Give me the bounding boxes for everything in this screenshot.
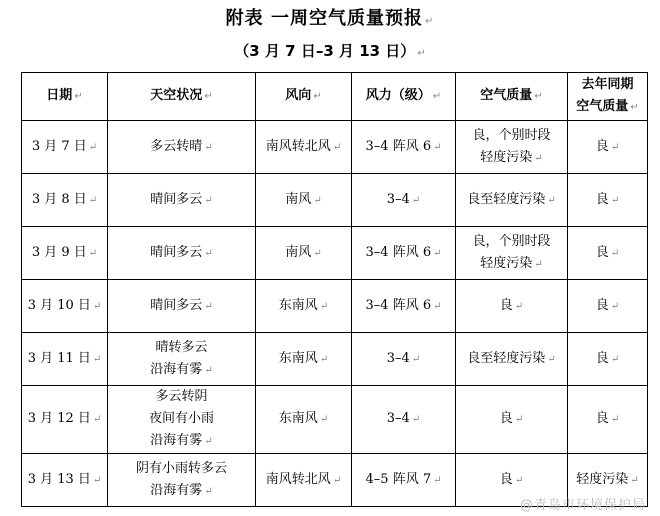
paragraph-mark-icon: ↵: [610, 247, 620, 259]
header-date: 日期 ↵: [22, 73, 108, 121]
paragraph-mark-icon: ↵: [630, 474, 639, 486]
paragraph-mark-icon: ↵: [432, 91, 442, 102]
document-title: 附表 一周空气质量预报 ↵: [225, 8, 435, 29]
paragraph-mark-icon: ↵: [92, 353, 102, 365]
air-quality-cell: 良，个别时段 轻度污染 ↵: [456, 227, 568, 280]
last-year-cell: 良 ↵: [568, 227, 648, 280]
date-cell: 3 月 8 日 ↵: [22, 174, 108, 227]
header-last-year: 去年同期 空气质量 ↵: [568, 73, 648, 121]
header-sky: 天空状况 ↵: [108, 73, 256, 121]
date-cell: 3 月 7 日 ↵: [22, 121, 108, 174]
paragraph-mark-icon: ↵: [433, 141, 442, 153]
date-cell: 3 月 9 日 ↵: [22, 227, 108, 280]
header-air-quality: 空气质量 ↵: [456, 73, 568, 121]
document-subtitle: （3 月 7 日–3 月 13 日） ↵: [234, 42, 426, 60]
paragraph-mark-icon: ↵: [88, 247, 98, 259]
sky-cell: 阴有小雨转多云 沿海有雾 ↵: [108, 454, 256, 507]
paragraph-mark-icon: ↵: [313, 194, 322, 206]
wind-force-cell: 3–4 阵风 6 ↵: [352, 280, 456, 333]
wind-direction-cell: 南风转北风 ↵: [256, 121, 352, 174]
paragraph-mark-icon: ↵: [433, 474, 442, 486]
last-year-cell: 良 ↵: [568, 174, 648, 227]
wind-direction-cell: 南风 ↵: [256, 174, 352, 227]
paragraph-mark-icon: ↵: [424, 16, 435, 27]
air-quality-cell: 良 ↵: [456, 454, 568, 507]
table-row: [22, 386, 648, 454]
paragraph-mark-icon: ↵: [88, 194, 98, 206]
paragraph-mark-icon: ↵: [534, 152, 543, 164]
paragraph-mark-icon: ↵: [92, 414, 102, 425]
paragraph-mark-icon: ↵: [514, 414, 524, 425]
paragraph-mark-icon: ↵: [92, 300, 102, 312]
wind-force-cell: 3–4 ↵: [352, 386, 456, 454]
paragraph-mark-icon: ↵: [204, 485, 213, 497]
paragraph-mark-icon: ↵: [411, 414, 421, 425]
paragraph-mark-icon: ↵: [547, 194, 556, 206]
header-row: [22, 73, 648, 121]
paragraph-mark-icon: ↵: [204, 194, 213, 206]
sky-cell: 晴间多云 ↵: [108, 280, 256, 333]
date-cell: 3 月 12 日 ↵: [22, 386, 108, 454]
paragraph-mark-icon: ↵: [610, 353, 620, 365]
paragraph-mark-icon: ↵: [610, 414, 620, 425]
wind-direction-cell: 南风 ↵: [256, 227, 352, 280]
date-cell: 3 月 11 日 ↵: [22, 333, 108, 386]
sky-cell: 多云转阴 夜间有小雨 沿海有雾 ↵: [108, 386, 256, 454]
paragraph-mark-icon: ↵: [204, 364, 213, 376]
sky-cell: 晴间多云 ↵: [108, 227, 256, 280]
wind-force-cell: 3–4 ↵: [352, 174, 456, 227]
paragraph-mark-icon: ↵: [433, 247, 442, 259]
paragraph-mark-icon: ↵: [610, 300, 620, 312]
table-row: [22, 174, 648, 227]
table-row: [22, 121, 648, 174]
paragraph-mark-icon: ↵: [313, 247, 322, 259]
sky-cell: 多云转晴 ↵: [108, 121, 256, 174]
paragraph-mark-icon: ↵: [204, 91, 213, 102]
paragraph-mark-icon: ↵: [88, 141, 98, 153]
sky-cell: 晴间多云 ↵: [108, 174, 256, 227]
last-year-cell: 轻度污染 ↵: [568, 454, 648, 507]
wind-force-cell: 3–4 ↵: [352, 333, 456, 386]
air-quality-cell: 良，个别时段 轻度污染 ↵: [456, 121, 568, 174]
date-cell: 3 月 10 日 ↵: [22, 280, 108, 333]
last-year-cell: 良 ↵: [568, 121, 648, 174]
header-wind-force: 风力（级） ↵: [352, 73, 456, 121]
paragraph-mark-icon: ↵: [610, 141, 620, 153]
table-row: [22, 280, 648, 333]
air-quality-cell: 良 ↵: [456, 280, 568, 333]
paragraph-mark-icon: ↵: [411, 194, 421, 206]
last-year-cell: 良 ↵: [568, 333, 648, 386]
paragraph-mark-icon: ↵: [630, 102, 639, 113]
paragraph-mark-icon: ↵: [92, 474, 102, 486]
paragraph-mark-icon: ↵: [74, 91, 83, 102]
paragraph-mark-icon: ↵: [433, 300, 442, 312]
last-year-cell: 良 ↵: [568, 386, 648, 454]
paragraph-mark-icon: ↵: [319, 414, 329, 425]
air-quality-cell: 良至轻度污染 ↵: [456, 333, 568, 386]
table-body: [22, 121, 648, 507]
paragraph-mark-icon: ↵: [204, 436, 213, 447]
paragraph-mark-icon: ↵: [610, 194, 620, 206]
paragraph-mark-icon: ↵: [534, 258, 543, 270]
forecast-table: [21, 72, 648, 507]
table-row: [22, 333, 648, 386]
paragraph-mark-icon: ↵: [204, 141, 213, 153]
paragraph-mark-icon: ↵: [204, 300, 213, 312]
watermark: @青岛市环境保护局: [519, 498, 646, 513]
paragraph-mark-icon: ↵: [204, 247, 213, 259]
paragraph-mark-icon: ↵: [411, 353, 421, 365]
paragraph-mark-icon: ↵: [514, 474, 524, 486]
date-cell: 3 月 13 日 ↵: [22, 454, 108, 507]
wind-direction-cell: 南风转北风 ↵: [256, 454, 352, 507]
header-wind-direction: 风向 ↵: [256, 73, 352, 121]
table-row: [22, 227, 648, 280]
paragraph-mark-icon: ↵: [332, 141, 342, 153]
paragraph-mark-icon: ↵: [534, 91, 543, 102]
air-quality-cell: 良 ↵: [456, 386, 568, 454]
paragraph-mark-icon: ↵: [514, 300, 524, 312]
wind-direction-cell: 东南风 ↵: [256, 333, 352, 386]
paragraph-mark-icon: ↵: [417, 48, 426, 59]
wind-force-cell: 3–4 阵风 6 ↵: [352, 121, 456, 174]
paragraph-mark-icon: ↵: [332, 474, 342, 486]
air-quality-cell: 良至轻度污染 ↵: [456, 174, 568, 227]
wind-direction-cell: 东南风 ↵: [256, 280, 352, 333]
paragraph-mark-icon: ↵: [319, 353, 329, 365]
last-year-cell: 良 ↵: [568, 280, 648, 333]
wind-force-cell: 3–4 阵风 6 ↵: [352, 227, 456, 280]
paragraph-mark-icon: ↵: [547, 353, 556, 365]
paragraph-mark-icon: ↵: [313, 91, 322, 102]
wind-direction-cell: 东南风 ↵: [256, 386, 352, 454]
wind-force-cell: 4–5 阵风 7 ↵: [352, 454, 456, 507]
paragraph-mark-icon: ↵: [319, 300, 329, 312]
sky-cell: 晴转多云 沿海有雾 ↵: [108, 333, 256, 386]
